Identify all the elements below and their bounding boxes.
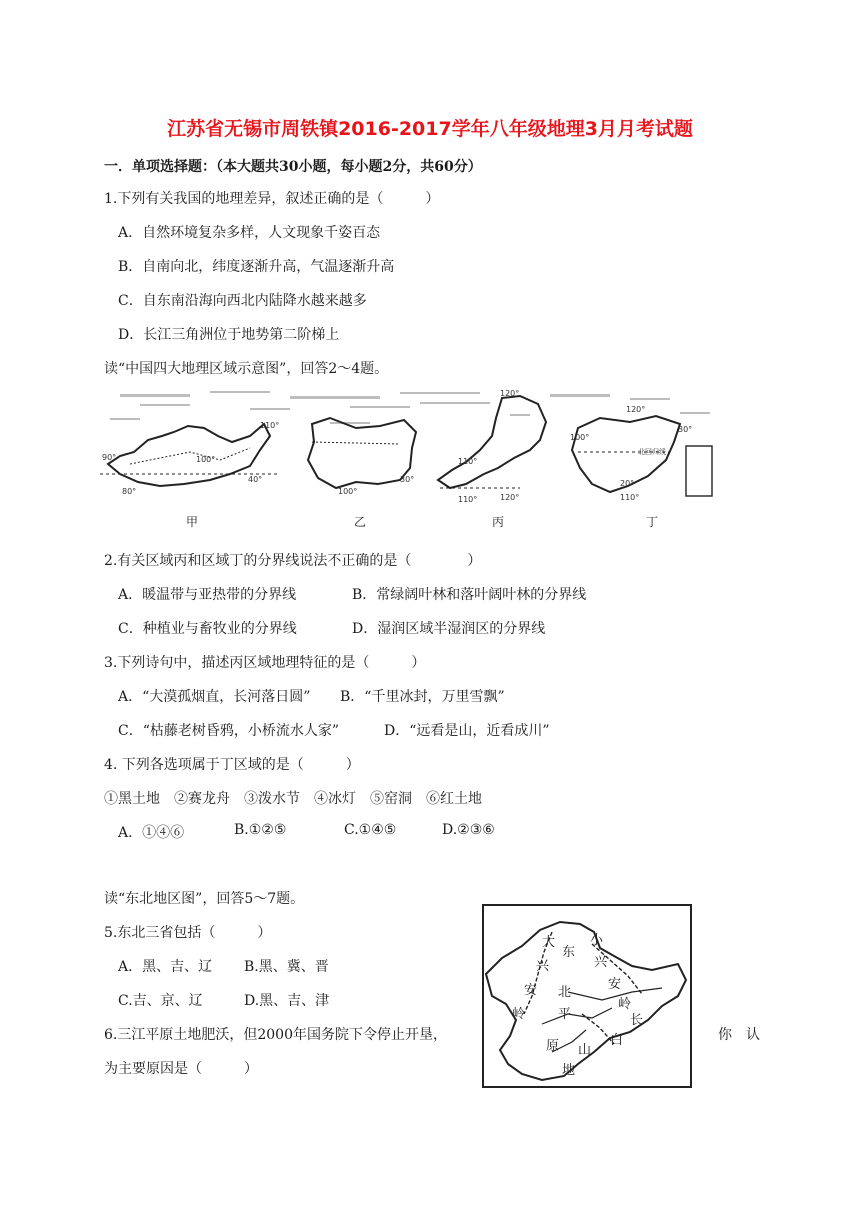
region-label-jia: 甲 xyxy=(186,515,199,529)
ne-map-label: 山 xyxy=(578,1043,592,1058)
question-5-stem: 5.东北三省包括（ ） xyxy=(104,925,272,941)
degree-label: 120° xyxy=(626,405,646,414)
question-4-option-b: B.①②⑤ xyxy=(234,822,287,838)
question-2-option-a: A．暖温带与亚热带的分界线 xyxy=(118,587,297,603)
question-1-option-a: A．自然环境复杂多样，人文现象千姿百态 xyxy=(118,225,381,241)
exam-title: 江苏省无锡市周铁镇2016-2017学年八年级地理3月月考试题 xyxy=(167,118,693,140)
question-4-option-c: C.①④⑤ xyxy=(344,822,397,838)
northeast-region-map xyxy=(482,904,692,1088)
region-label-bing: 丙 xyxy=(492,515,505,529)
degree-label: 90° xyxy=(102,453,117,462)
question-4-items: ①黑土地 ②赛龙舟 ③泼水节 ④冰灯 ⑤窑洞 ⑥红土地 xyxy=(104,791,482,807)
degree-label: 100° xyxy=(338,487,358,496)
question-3-option-b: B．“千里冰封，万里雪飘” xyxy=(340,689,505,705)
ne-map-label: 大 xyxy=(542,935,556,950)
region-label-ding: 丁 xyxy=(646,515,659,529)
ne-map-label: 原 xyxy=(546,1039,560,1054)
question-2-option-d: D．湿润区域半湿润区的分界线 xyxy=(352,621,546,637)
question-5-option-d: D.黑、吉、津 xyxy=(244,993,330,1009)
ne-map-label: 兴 xyxy=(594,955,608,970)
degree-label: 120° xyxy=(500,493,520,502)
degree-label: 110° xyxy=(458,495,478,504)
degree-label: 110° xyxy=(620,493,640,502)
question-2-option-b: B．常绿阔叶林和落叶阔叶林的分界线 xyxy=(352,587,587,603)
four-regions-map-strip xyxy=(100,388,728,534)
degree-label: 110° xyxy=(260,421,280,430)
question-1-option-c: C．自东南沿海向西北内陆降水越来越多 xyxy=(118,293,367,309)
ne-map-label: 岭 xyxy=(618,997,632,1012)
question-3-stem: 3.下列诗句中，描述丙区域地理特征的是（ ） xyxy=(104,655,426,671)
question-1-stem: 1.下列有关我国的地理差异，叙述正确的是（ ） xyxy=(104,191,440,207)
ne-map-label: 东 xyxy=(562,945,576,960)
question-6-stem-continued: 为主要原因是（ ） xyxy=(104,1061,258,1077)
ne-map-label: 长 xyxy=(630,1013,644,1028)
question-3-option-c: C．“枯藤老树昏鸦，小桥流水人家” xyxy=(118,723,340,739)
question-1-option-d: D．长江三角洲位于地势第二阶梯上 xyxy=(118,327,340,343)
tropic-legend: 北回归线 xyxy=(638,448,666,456)
section-header: 一．单项选择题：（本大题共30小题，每小题2分，共60分） xyxy=(104,159,482,175)
ne-map-label: 地 xyxy=(562,1063,576,1078)
region-label-yi: 乙 xyxy=(354,515,367,529)
degree-label: 120° xyxy=(500,389,520,398)
degree-label: 20° xyxy=(620,479,635,488)
degree-label: 100° xyxy=(570,433,590,442)
question-4-stem: 4. 下列各选项属于丁区域的是（ ） xyxy=(104,757,360,773)
ne-map-label: 北 xyxy=(558,985,572,1000)
question-3-option-d: D．“远看是山，近看成川” xyxy=(384,723,550,739)
degree-label: 30° xyxy=(400,475,415,484)
ne-map-label: 白 xyxy=(610,1033,624,1048)
degree-label: 40° xyxy=(248,475,263,484)
question-5-option-b: B.黑、冀、晋 xyxy=(244,959,329,975)
ne-map-label: 平 xyxy=(558,1007,572,1022)
question-5-option-a: A．黑、吉、辽 xyxy=(118,959,213,975)
question-3-option-a: A．“大漠孤烟直，长河落日圆” xyxy=(118,689,311,705)
question-4-option-a: A．①④⑥ xyxy=(118,825,185,841)
ne-map-label: 安 xyxy=(608,977,622,992)
reading-prompt-2: 读“东北地区图”，回答5～7题。 xyxy=(104,891,305,907)
degree-label: 110° xyxy=(458,457,478,466)
ne-map-label: 兴 xyxy=(536,959,550,974)
degree-label: 30° xyxy=(678,425,693,434)
question-6-stem-tail: 你 认 xyxy=(718,1027,760,1043)
question-2-stem: 2.有关区域丙和区域丁的分界线说法不正确的是（ ） xyxy=(104,553,482,569)
degree-label: 100° xyxy=(196,455,216,464)
ne-map-label: 小 xyxy=(590,933,604,948)
region-bing-map xyxy=(438,396,546,488)
question-2-option-c: C．种植业与畜牧业的分界线 xyxy=(118,621,297,637)
ne-map-label: 岭 xyxy=(512,1007,526,1022)
reading-prompt-1: 读“中国四大地理区域示意图”，回答2～4题。 xyxy=(104,361,389,377)
question-5-option-c: C.吉、京、辽 xyxy=(118,993,203,1009)
question-4-option-d: D.②③⑥ xyxy=(442,822,495,838)
ne-map-label: 安 xyxy=(524,983,538,998)
question-1-option-b: B．自南向北，纬度逐渐升高，气温逐渐升高 xyxy=(118,259,395,275)
degree-label: 80° xyxy=(122,487,137,496)
question-6-stem: 6.三江平原土地肥沃，但2000年国务院下令停止开垦， xyxy=(104,1027,447,1043)
